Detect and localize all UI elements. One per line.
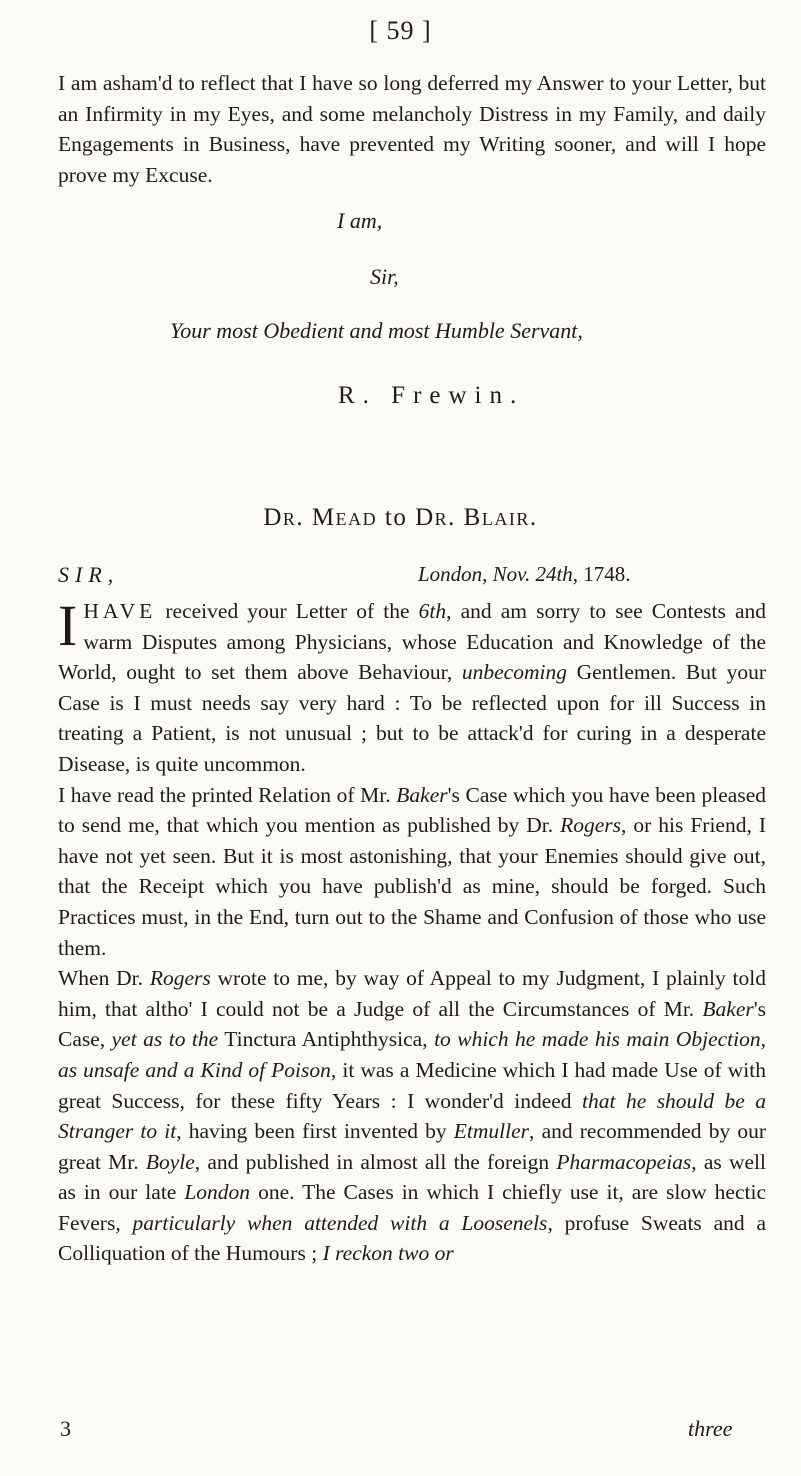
italic-run: particularly when attended with a Loosenels xyxy=(132,1210,548,1235)
page-number: [ 59 ] xyxy=(369,16,432,45)
italic-run: Rogers xyxy=(149,966,211,991)
text-run: one. The Cases in which I chiefly use it, are slow hectic Fevers, xyxy=(58,1180,766,1235)
salutation: SIR, xyxy=(58,562,120,587)
italic-run: 6th xyxy=(418,599,447,623)
signature-frewin: R. Frewin. xyxy=(338,382,525,409)
drop-cap: I xyxy=(58,593,78,658)
dateline xyxy=(418,562,631,587)
text-run: , as well as in our late xyxy=(58,1149,767,1205)
text-run: having been first invented by xyxy=(181,1119,454,1144)
heading-from: Dr. Mead xyxy=(263,504,378,531)
previous-letter-ending: I am asham'd to reflect that I have so long deferred my Answer to your Letter, but an Infirmity in my Eyes, and some melancholy Distress in my Family, and daily Engagements in Business, have prevented my Writing sooner, and will I hope prove my Excuse. xyxy=(58,71,766,187)
italic-run: Rogers xyxy=(560,813,621,838)
text-run: received your Letter of the xyxy=(156,599,419,623)
italic-run: I reckon two or xyxy=(322,1241,454,1266)
letter-body xyxy=(58,593,767,1269)
text-run: , and am sorry to see Contests and warm Disputes among Physicians, whose Education and Knowledge of the World, ought to set them above Behaviour, xyxy=(58,599,766,685)
text-run: , profuse Sweats and a Colliquation of the Humours ; xyxy=(58,1210,766,1266)
text-run: , and published in almost all the foreign xyxy=(194,1149,557,1174)
text-run: it was a Medicine which I had made Use of with great Success, for these fifty Years : I wonder'd indeed xyxy=(58,1057,766,1113)
text-run: Gentlemen. But your Case is I must needs say very hard : To be reflected upon for ill Success in treating a Patient, is not unusual ; but to be attack'd for curing in a desperate Disease, is quite uncommon. xyxy=(58,660,766,776)
letter-heading xyxy=(0,504,801,532)
text-run: , and recommended by our great Mr. xyxy=(58,1119,767,1174)
text-run: wrote to me, by way of Appeal to my Judgment, I plainly told him, that altho' I could not be a Judge of all the Circumstances of Mr. xyxy=(58,966,766,1021)
signature-mark: 3 xyxy=(60,1416,71,1441)
closing-servant: Your most Obedient and most Humble Servant, xyxy=(170,318,583,343)
text-run: Tinctura Antiphthysica, xyxy=(218,1027,435,1052)
italic-run: Baker xyxy=(702,996,754,1021)
italic-run: Etmuller xyxy=(453,1119,530,1144)
italic-run: yet as to the xyxy=(111,1027,219,1052)
closing-i-am: I am, xyxy=(337,208,383,233)
heading-to: Dr. Blair. xyxy=(415,504,538,531)
heading-to-word: to xyxy=(384,504,408,531)
text-run: When Dr. xyxy=(58,966,150,991)
dateline-place-date: London, Nov. 24th, xyxy=(418,562,579,586)
italic-run: Baker xyxy=(396,782,448,807)
italic-run: unbecoming xyxy=(461,660,567,685)
text-run: , or his Friend, I have not yet seen. But it is most astonishing, that your Enemies should give out, that the Receipt which you have publish'd as mine, should be forged. Such Practices must, in the End, turn out to the Shame and Confusion of those who use them. xyxy=(58,813,766,960)
closing-sir: Sir, xyxy=(370,264,399,289)
catchword: three xyxy=(688,1416,733,1441)
text-run: 's Case, xyxy=(58,996,766,1052)
italic-run: Boyle xyxy=(145,1149,195,1174)
dateline-year: 1748. xyxy=(583,562,631,586)
italic-run: Pharmacopeias xyxy=(556,1149,692,1174)
text-run: I have read the printed Relation of Mr. xyxy=(58,782,397,807)
first-word: HAVE xyxy=(83,599,157,623)
text-run: 's Case which you have been pleased to send me, that which you mention as published by Dr. xyxy=(58,782,766,838)
italic-run: to which he made his main Objection, as unsafe and a Kind of Poison, xyxy=(58,1027,766,1082)
italic-run: that he should be a Stranger to it, xyxy=(58,1088,766,1144)
italic-run: London xyxy=(184,1180,251,1205)
